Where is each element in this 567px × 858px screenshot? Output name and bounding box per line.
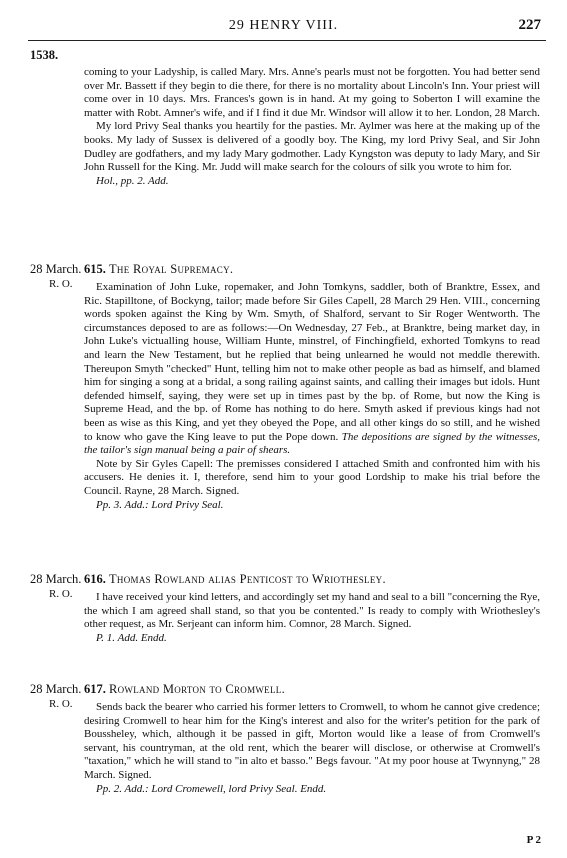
- paragraph: My lord Privy Seal thanks you heartily for the pasties. Mr. Aylmer was here at the making up of the books. My lady of Sussex is delivered of a goodly boy. The King, my lord Privy Seal, and Sir John Dudley are godfathers, and my lady Mary godmother. Lady Kyngston was deputy to lady Mary, and Sir John Russell for the King. Mr. Judd will make search for the colours of silk you wrote to him for.: [84, 120, 540, 174]
- entry-source: R. O.: [49, 698, 73, 710]
- paragraph: coming to your Ladyship, is called Mary. Mrs. Anne's pearls must not be forgotten. You had better send over Mr. Bassett if they begin to die there, for there is no mortality about Lincoln's Inn. Your priest will come over in 10 days. Mrs. Frances's gown is in hand. At my going to Soberton I will examine the matter with Robt. Amner's wife, and if I find it due Mr. Windsor will allow it to her. London, 28 March.: [84, 66, 540, 119]
- entry-body-617: [84, 701, 540, 796]
- entry-title: Thomas Rowland alias Penticost to Wriothesley.: [109, 572, 386, 586]
- entry-body-615: [84, 281, 540, 512]
- paragraph: Note by Sir Gyles Capell: The premisses considered I attached Smith and confronted him with his accusers. He denies it. I, therefore, send him to your good Lordship to make his trial before the Council. Rayne, 28 March. Signed.: [84, 457, 540, 497]
- signature-mark: P 2: [526, 834, 541, 846]
- entry-heading-615: [84, 262, 544, 277]
- running-title: 29 HENRY VIII.: [228, 18, 339, 33]
- entry-title: Rowland Morton to Cromwell.: [109, 682, 286, 696]
- entry-footnote: Pp. 3. Add.: Lord Privy Seal.: [96, 498, 224, 511]
- paragraph-text: Examination of John Luke, ropemaker, and John Tomkyns, saddler, both of Branktre, Essex, and Ric. Stapilltone, of Bockyng, tailor; made before Sir Giles Capell, 28 March 29 Hen. VIII., concerning words spoken against the King by Wm. Smyth, of Shalford, servant to Sir Roger Wentworth. The circumstances deposed to are as follows:—On Wednesday, 27 Feb., at Branktre, being market day, in John Luke's victualling house, William Hunte, minstrel, of Finchingfield, exhorted Tomkyns to read and learn the New Testament, but he replied that being unlearned he would not meddle therewith. Thereupon Smyth "checked" Hunt, telling him not to make other people as bad as himself, and blamed him for singing a song at a bridal, a song railing against saints, and calling their images but idols. Hunt defended himself, saying, they were set up in times past by the bp. of Rome, but now the King is Supreme Head, and the bp. of Rome has nothing to do here. Smyth asked if previous kings had not been as wise as this King, and yet they obeyed the Pope, and all other kings do so still, and he wished to know who gave the King leave to put the Pope down.: [84, 281, 540, 443]
- entry-footnote: Hol., pp. 2. Add.: [96, 174, 169, 187]
- entry-date: 28 March.: [30, 682, 82, 696]
- margin-note-617: [30, 682, 81, 712]
- entry-heading-616: [84, 572, 544, 587]
- entry-source: R. O.: [49, 278, 73, 290]
- entry-number: 616.: [84, 572, 106, 586]
- entry-continuation: [84, 66, 540, 188]
- entry-source: R. O.: [49, 588, 73, 600]
- entry-footnote: Pp. 2. Add.: Lord Cromewell, lord Privy Seal. Endd.: [96, 782, 327, 795]
- paragraph: [84, 281, 540, 458]
- entry-body-616: [84, 591, 540, 645]
- year-label: 1538.: [30, 48, 59, 62]
- entry-footnote: P. 1. Add. Endd.: [96, 631, 167, 644]
- entry-number: 617.: [84, 682, 106, 696]
- running-head: [0, 18, 567, 36]
- paragraph: Sends back the bearer who carried his former letters to Cromwell, to whom he cannot give credence; desiring Cromwell to hear him for the King's interest and also for the writer's petition for the park of Boussheley, which, although it be passed in gift, Morton would like a lease of from Cromwell's servant, his countryman, at the old rent, which the bearer will disclose, or otherwise at Cromwell's "taxation," which he will stand to "in alto et basso." Begs favour. "At my poor house at Twynnyng," 28 March. Signed.: [84, 701, 540, 781]
- entry-date: 28 March.: [30, 572, 82, 586]
- entry-heading-617: [84, 682, 544, 697]
- entry-title: The Royal Supremacy.: [109, 262, 234, 276]
- italic-note: The depositions are signed by the witnesses, the tailor's sign manual being a pair of shears.: [84, 430, 541, 457]
- margin-note-616: [30, 572, 81, 602]
- entry-number: 615.: [84, 262, 106, 276]
- margin-note-615: [30, 262, 81, 292]
- page-number: 227: [518, 17, 541, 33]
- header-rule: [28, 40, 546, 41]
- entry-date: 28 March.: [30, 262, 82, 276]
- paragraph: I have received your kind letters, and accordingly set my hand and seal to a bill "concerning the Rye, the which I am agreed shall stand, so that you be contented." Is ready to comply with Wriothesley's other request, as Mr. Serjeant can inform him. Comnor, 28 March. Signed.: [84, 591, 540, 631]
